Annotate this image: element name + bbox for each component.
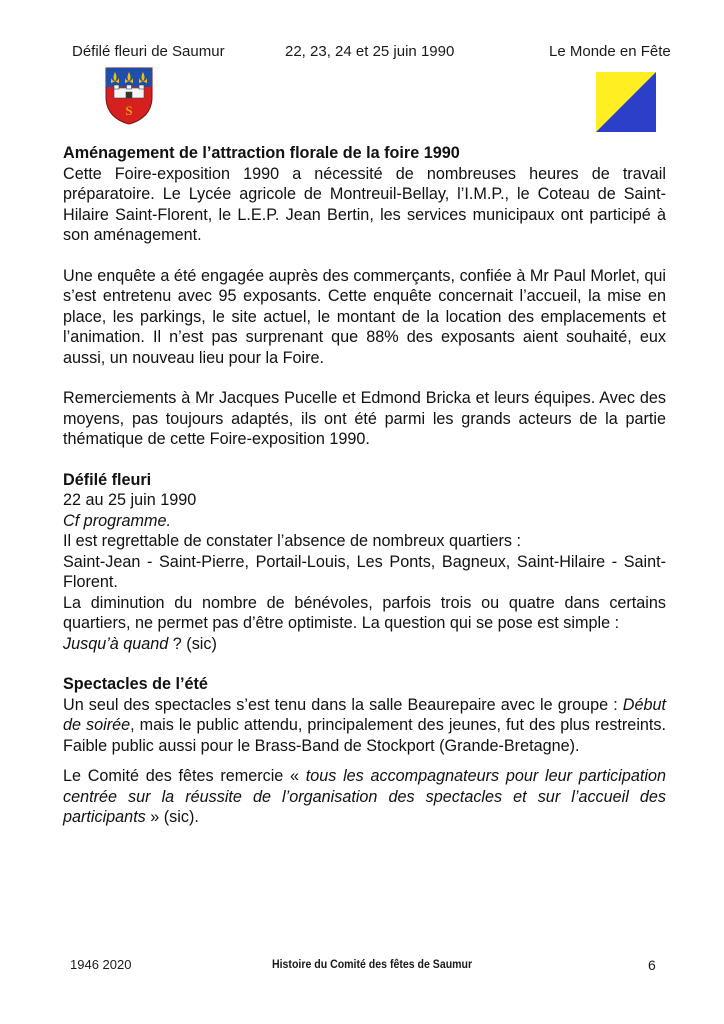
programme-reference: Cf programme. (63, 511, 171, 530)
paragraph: Un seul des spectacles s’est tenu dans la salle Beaurepaire avec le groupe : Début de soirée, mais le public attendu, principalement des jeunes, fut des plus restreints. Faible public aussi pour le Brass-Band de Stockport (Grande-Bretagne). (63, 695, 667, 755)
section-title-spectacles: Spectacles de l’été (63, 675, 208, 693)
section-title-amenagement: Aménagement de l’attraction florale de la foire 1990 (63, 144, 460, 162)
header-right-title: Le Monde en Fête (549, 43, 671, 60)
question-tail: ? (sic) (168, 634, 217, 653)
paragraph: Saint-Jean - Saint-Pierre, Portail-Louis, Les Ponts, Bagneux, Saint-Hilaire - Saint-Florent. (63, 552, 666, 591)
saumur-coat-of-arms-icon (105, 67, 153, 125)
footer-title: Histoire du Comité des fêtes de Saumur (272, 957, 473, 971)
question-text: Jusqu’à quand (63, 634, 169, 653)
paragraph: Le Comité des fêtes remercie « tous les accompagnateurs pour leur participation centrée sur la réussite de l’organisation des spectacles et sur l’accueil des participants » (sic). (63, 767, 666, 826)
le-monde-en-fete-logo-icon (596, 72, 656, 132)
header-dates: 22, 23, 24 et 25 juin 1990 (285, 43, 455, 60)
footer-years: 1946 2020 (70, 957, 132, 972)
paragraph: Une enquête a été engagée auprès des commerçants, confiée à Mr Paul Morlet, qui s’est entretenu avec 95 exposants. Cette enquête concernait l’accueil, la mise en place, les parkings, le site actuel, le montant de la location des emplacements et l’animation. Il n’est pas surprenant que 88% des exposants aient souhaité, eux aussi, un nouveau lieu pour la Foire. (63, 266, 666, 367)
paragraph: Cette Foire-exposition 1990 a nécessité de nombreuses heures de travail préparatoire. Le Lycée agricole de Montreuil-Bellay, l’I.M.P., le Coteau de Saint-Hilaire Saint-Florent, le L.E.P. Jean Bertin, les services municipaux ont participé à son aménagement. (63, 164, 666, 244)
crest-letter: S (125, 103, 133, 118)
crest-castle (114, 85, 144, 98)
section-title-defile: Défilé fleuri (63, 470, 152, 489)
paragraph: Remerciements à Mr Jacques Pucelle et Edmond Bricka et leurs équipes. Avec des moyens, pas toujours adaptés, ils ont été parmi les grands acteurs de la partie thématique de cette Foire-exposition 1990. (63, 389, 666, 448)
page-body (63, 143, 666, 828)
paragraph: Il est regrettable de constater l’absence de nombreux quartiers : (63, 532, 522, 550)
header-left-title: Défilé fleuri de Saumur (72, 43, 225, 60)
page-number: 6 (648, 957, 656, 973)
defile-dates: 22 au 25 juin 1990 (63, 491, 197, 509)
paragraph: La diminution du nombre de bénévoles, parfois trois ou quatre dans certains quartiers, ne permet pas d’être optimiste. La question qui se pose est simple : (63, 593, 666, 632)
